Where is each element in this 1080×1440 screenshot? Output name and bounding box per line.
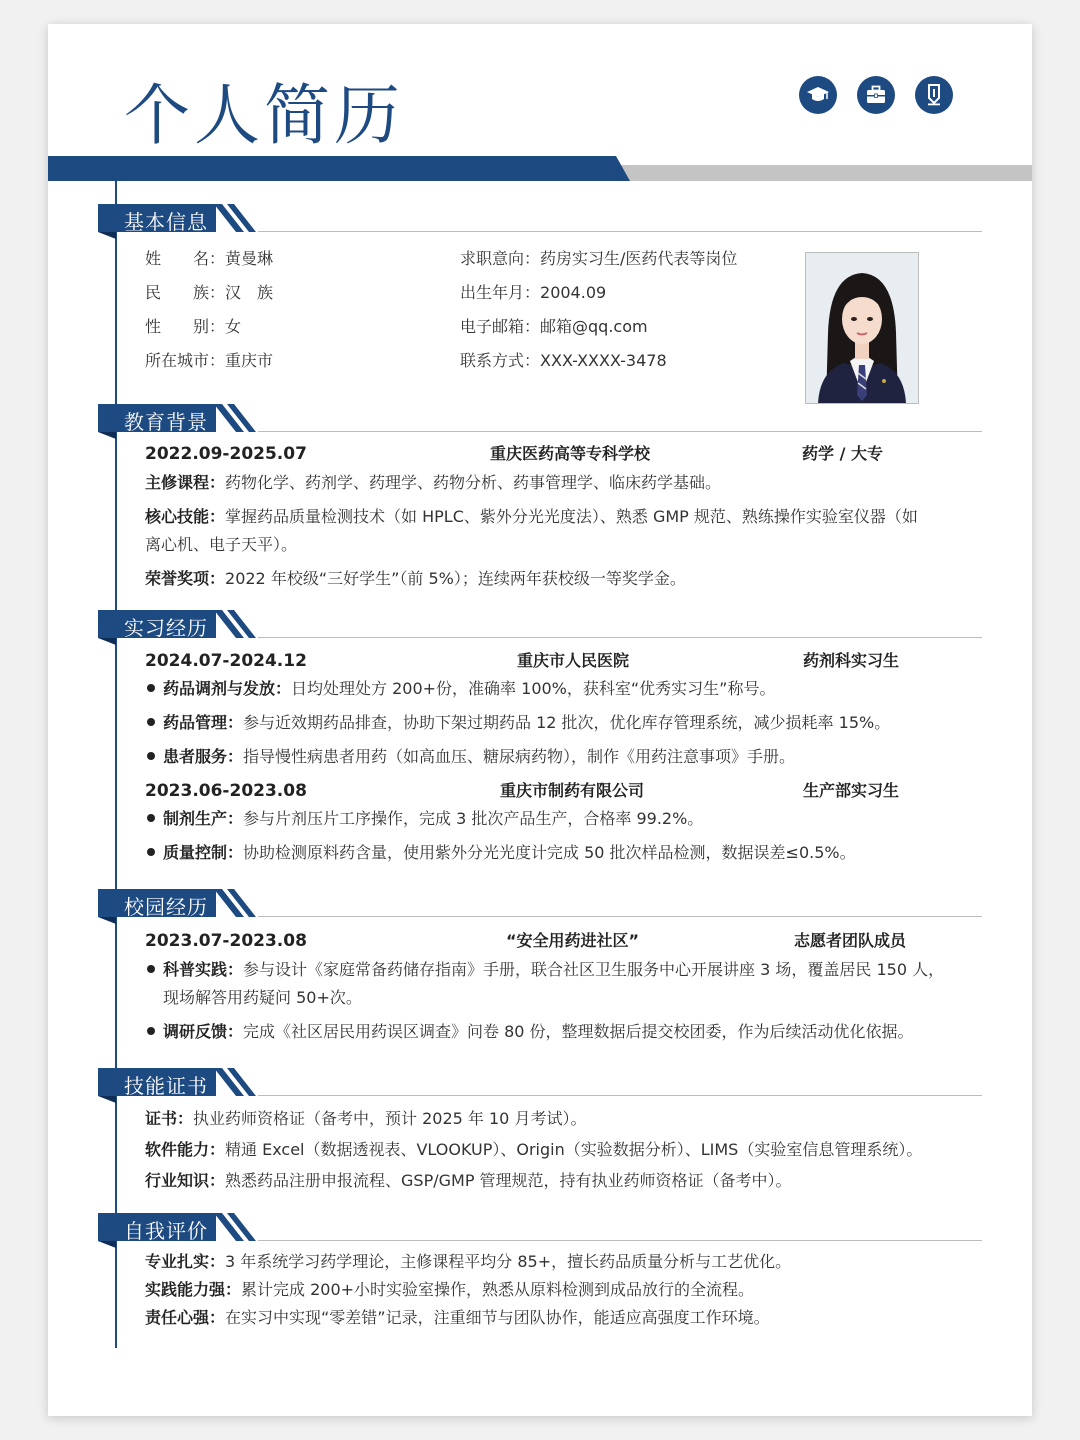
briefcase-svg xyxy=(864,83,888,107)
section-fold xyxy=(98,432,116,439)
section-stripes xyxy=(214,404,262,432)
basic-name-row xyxy=(145,248,273,270)
value: 重庆市 xyxy=(225,351,274,370)
bullet xyxy=(147,718,155,726)
edu-period: 2022.09-2025.07 xyxy=(145,444,307,464)
section-stripes xyxy=(214,1068,262,1096)
value: 汉 族 xyxy=(225,283,274,302)
value: 执业药师资格证（备考中，预计 2025 年 10 月考试）。 xyxy=(193,1109,587,1128)
section-title: 基本信息 xyxy=(124,210,208,234)
self-item xyxy=(145,1251,791,1273)
section-fold xyxy=(98,638,116,645)
value: 熟悉药品注册申报流程、GSP/GMP 管理规范，持有执业药师资格证（备考中）。 xyxy=(225,1171,792,1190)
skills-item xyxy=(145,1108,586,1130)
bullet xyxy=(147,814,155,822)
section-rule xyxy=(258,1095,982,1096)
campus-item xyxy=(147,1021,914,1043)
page-title: 个人简历 xyxy=(124,77,404,154)
section-header-skills xyxy=(98,1068,982,1100)
value: XXX-XXXX-3478 xyxy=(540,351,667,370)
label: 民 族： xyxy=(145,283,226,302)
section-header-internship xyxy=(98,610,982,642)
avatar-illustration xyxy=(806,253,918,403)
edu-school: 重庆医药高等专科学校 xyxy=(490,444,651,463)
intern-item xyxy=(147,842,856,864)
value: 2004.09 xyxy=(540,283,607,302)
section-title: 教育背景 xyxy=(124,410,208,434)
section-tab xyxy=(98,204,216,232)
label: 患者服务： xyxy=(163,747,244,766)
section-tab xyxy=(98,889,216,917)
section-tab xyxy=(98,610,216,638)
section-rule xyxy=(258,431,982,432)
label: 药品管理： xyxy=(163,713,244,732)
intern-role: 药剂科实习生 xyxy=(803,651,900,670)
section-rule xyxy=(258,916,982,917)
section-fold xyxy=(98,917,116,924)
intern-item xyxy=(147,746,795,768)
label: 所在城市： xyxy=(145,351,226,370)
graduation-cap-svg xyxy=(806,83,830,107)
value: 参与片剂压片工序操作，完成 3 批次产品生产，合格率 99.2%。 xyxy=(243,809,704,828)
edu-courses xyxy=(145,472,721,494)
label: 实践能力强： xyxy=(145,1280,242,1299)
label: 药品调剂与发放： xyxy=(163,679,292,698)
section-tab xyxy=(98,1068,216,1096)
resume-page xyxy=(48,24,1032,1416)
value: 2022 年校级“三好学生”（前 5%）；连续两年获校级一等奖学金。 xyxy=(225,569,686,588)
pen-svg xyxy=(922,83,946,107)
value: 在实习中实现“零差错”记录，注重细节与团队协作，能适应高强度工作环境。 xyxy=(225,1308,770,1327)
campus-period: 2023.07-2023.08 xyxy=(145,931,307,951)
label: 姓 名： xyxy=(145,249,226,268)
section-stripes xyxy=(214,610,262,638)
label: 性 别： xyxy=(145,317,226,336)
label: 质量控制： xyxy=(163,843,244,862)
value: 协助检测原料药含量，使用紫外分光光度计完成 50 批次样品检测，数据误差≤0.5%。 xyxy=(243,843,856,862)
section-rule xyxy=(258,637,982,638)
section-tab xyxy=(98,404,216,432)
label: 电子邮箱： xyxy=(460,317,541,336)
value: 黄曼琳 xyxy=(225,249,274,268)
edu-major: 药学 / 大专 xyxy=(802,444,883,463)
value: 指导慢性病患者用药（如高血压、糖尿病药物），制作《用药注意事项》手册。 xyxy=(243,747,796,766)
section-title: 自我评价 xyxy=(124,1219,208,1243)
basic-phone-row xyxy=(460,350,667,372)
basic-email-row xyxy=(460,316,648,338)
intern-period: 2023.06-2023.08 xyxy=(145,781,307,801)
value: 药物化学、药剂学、药理学、药物分析、药事管理学、临床药学基础。 xyxy=(225,473,722,492)
section-stripes xyxy=(214,204,262,232)
section-rule xyxy=(258,1240,982,1241)
label: 荣誉奖项： xyxy=(145,569,226,588)
campus-item xyxy=(147,959,944,981)
intern-org: 重庆市人民医院 xyxy=(517,651,630,670)
section-stripes xyxy=(214,1213,262,1241)
skills-item xyxy=(145,1170,792,1192)
section-header-education xyxy=(98,404,982,436)
campus-item-cont: 现场解答用药疑问 50+次。 xyxy=(163,988,362,1007)
intern-period: 2024.07-2024.12 xyxy=(145,651,307,671)
edu-skills xyxy=(145,506,918,528)
timeline-line xyxy=(115,181,117,1348)
bullet xyxy=(147,684,155,692)
label: 主修课程： xyxy=(145,473,226,492)
section-title: 技能证书 xyxy=(124,1074,208,1098)
basic-intent-row xyxy=(460,248,737,270)
label: 求职意向： xyxy=(460,249,541,268)
label: 出生年月： xyxy=(460,283,541,302)
skills-item xyxy=(145,1139,922,1161)
intern-item xyxy=(147,712,890,734)
profile-photo xyxy=(805,252,919,404)
value: 邮箱@qq.com xyxy=(540,317,648,336)
basic-ethnicity-row xyxy=(145,282,273,304)
section-fold xyxy=(98,1096,116,1103)
intern-role: 生产部实习生 xyxy=(803,781,900,800)
value: 参与近效期药品排查，协助下架过期药品 12 批次，优化库存管理系统，减少损耗率 15%。 xyxy=(243,713,891,732)
campus-role: 志愿者团队成员 xyxy=(794,931,907,950)
section-header-basic xyxy=(98,204,982,236)
basic-gender-row xyxy=(145,316,241,338)
section-stripes xyxy=(214,889,262,917)
edu-skills-cont: 离心机、电子天平）。 xyxy=(145,535,298,554)
label: 责任心强： xyxy=(145,1308,226,1327)
value: 累计完成 200+小时实验室操作，熟悉从原料检测到成品放行的全流程。 xyxy=(241,1280,755,1299)
section-rule xyxy=(258,231,982,232)
bullet xyxy=(147,1027,155,1035)
intern-org: 重庆市制药有限公司 xyxy=(500,781,645,800)
value: 日均处理处方 200+份，准确率 100%，获科室“优秀实习生”称号。 xyxy=(291,679,776,698)
edu-honors xyxy=(145,568,686,590)
section-tab xyxy=(98,1213,216,1241)
intern-item xyxy=(147,808,703,830)
value: 掌握药品质量检测技术（如 HPLC、紫外分光光度法）、熟悉 GMP 规范、熟练操作实验室仪器（如 xyxy=(225,507,918,526)
section-fold xyxy=(98,1241,116,1248)
value: 精通 Excel（数据透视表、VLOOKUP）、Origin（实验数据分析）、LIMS（实验室信息管理系统）。 xyxy=(225,1140,923,1159)
label: 核心技能： xyxy=(145,507,226,526)
section-header-campus xyxy=(98,889,982,921)
label: 科普实践： xyxy=(163,960,244,979)
bullet xyxy=(147,848,155,856)
value: 药房实习生/医药代表等岗位 xyxy=(540,249,738,268)
value: 完成《社区居民用药误区调查》问卷 80 份，整理数据后提交校团委，作为后续活动优化依据。 xyxy=(243,1022,914,1041)
label: 制剂生产： xyxy=(163,809,244,828)
intern-item xyxy=(147,678,775,700)
value: 参与设计《家庭常备药储存指南》手册，联合社区卫生服务中心开展讲座 3 场，覆盖居民 150 人， xyxy=(243,960,945,979)
self-item xyxy=(145,1307,770,1329)
label: 专业扎实： xyxy=(145,1252,226,1271)
header-blue-bar xyxy=(48,156,630,181)
section-title: 实习经历 xyxy=(124,616,208,640)
section-fold xyxy=(98,232,116,239)
pen-icon[interactable] xyxy=(915,76,953,114)
campus-project: “安全用药进社区” xyxy=(506,931,640,950)
basic-city-row xyxy=(145,350,273,372)
label: 联系方式： xyxy=(460,351,541,370)
briefcase-icon[interactable] xyxy=(857,76,895,114)
label: 软件能力： xyxy=(145,1140,226,1159)
value: 女 xyxy=(225,317,242,336)
label: 证书： xyxy=(145,1109,194,1128)
graduation-cap-icon[interactable] xyxy=(799,76,837,114)
section-header-self xyxy=(98,1213,982,1245)
bullet xyxy=(147,965,155,973)
label: 调研反馈： xyxy=(163,1022,244,1041)
self-item xyxy=(145,1279,754,1301)
label: 行业知识： xyxy=(145,1171,226,1190)
section-title: 校园经历 xyxy=(124,895,208,919)
bullet xyxy=(147,752,155,760)
basic-birth-row xyxy=(460,282,606,304)
value: 3 年系统学习药学理论，主修课程平均分 85+，擅长药品质量分析与工艺优化。 xyxy=(225,1252,792,1271)
